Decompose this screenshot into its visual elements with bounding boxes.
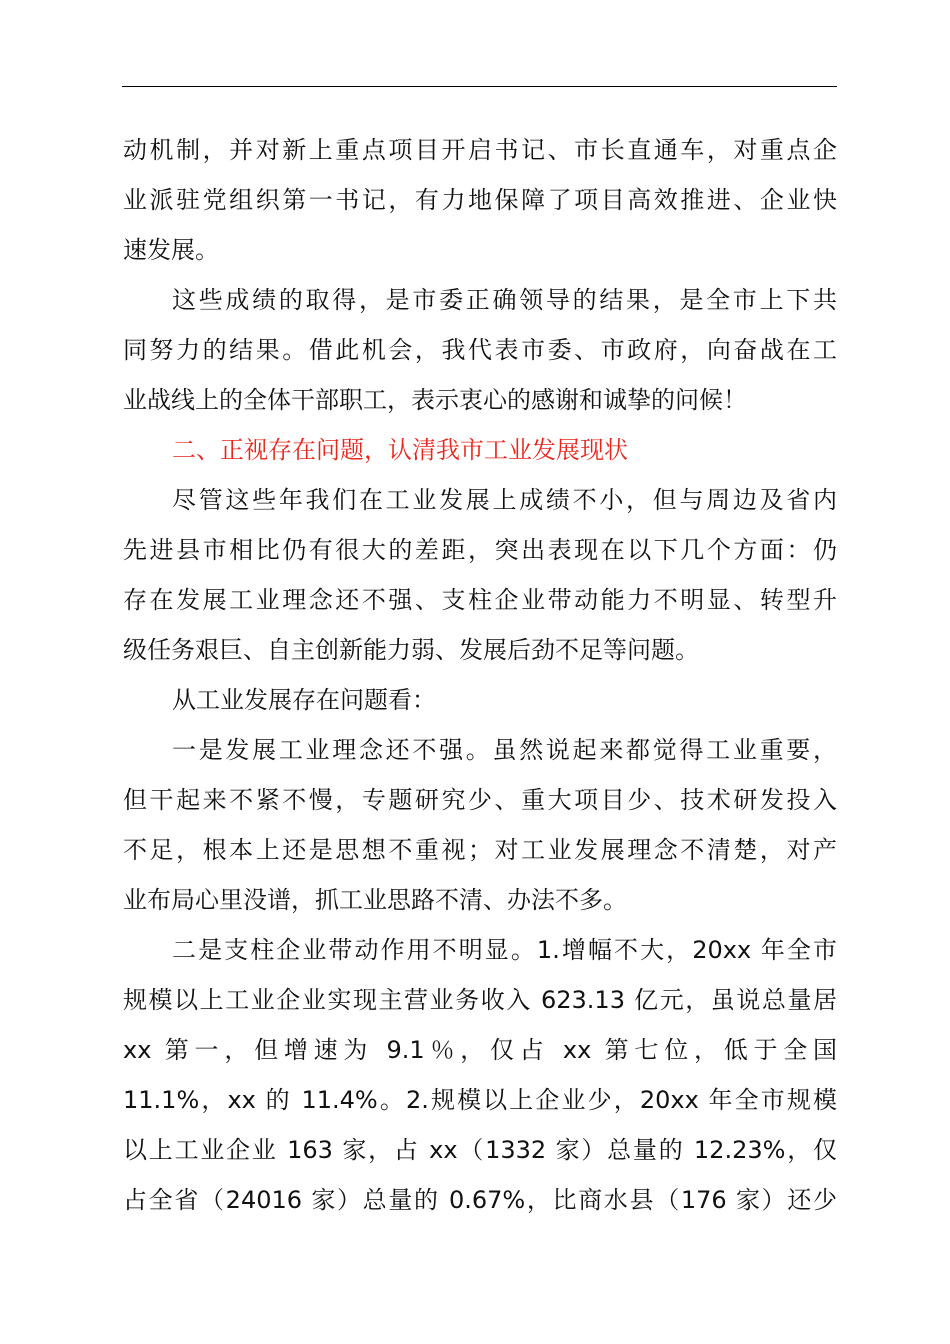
paragraph-line: 级任务艰巨、自主创新能力弱、发展后劲不足等问题。 <box>123 636 699 664</box>
document-body <box>123 128 837 1228</box>
paragraph-line: 先进县市相比仍有很大的差距，突出表现在以下几个方面：仍 <box>123 536 837 564</box>
section-heading: 二、正视存在问题，认清我市工业发展现状 <box>172 436 628 464</box>
paragraph-line: 业战线上的全体干部职工，表示衷心的感谢和诚挚的问候！ <box>123 386 747 414</box>
paragraph-line: 尽管这些年我们在工业发展上成绩不小，但与周边及省内 <box>172 486 837 514</box>
paragraph-line: 存在发展工业理念还不强、支柱企业带动能力不明显、转型升 <box>123 586 837 614</box>
paragraph-line: 11.1%，xx 的 11.4%。2.规模以上企业少，20xx 年全市规模 <box>123 1086 837 1114</box>
paragraph-line: 速发展。 <box>123 236 219 264</box>
paragraph-line: 占全省（24016 家）总量的 0.67%，比商水县（176 家）还少 <box>123 1186 837 1214</box>
paragraph-line: 规模以上工业企业实现主营业务收入 623.13 亿元，虽说总量居 <box>123 986 837 1014</box>
paragraph-line: 以上工业企业 163 家，占 xx（1332 家）总量的 12.23%，仅 <box>123 1136 837 1164</box>
paragraph-line: 二是支柱企业带动作用不明显。1.增幅不大，20xx 年全市 <box>172 936 837 964</box>
paragraph-line: 这些成绩的取得，是市委正确领导的结果，是全市上下共 <box>172 286 837 314</box>
paragraph-line: xx 第一，但增速为 9.1％，仅占 xx 第七位，低于全国 <box>123 1036 837 1064</box>
paragraph-line: 同努力的结果。借此机会，我代表市委、市政府，向奋战在工 <box>123 336 837 364</box>
paragraph-line: 不足，根本上还是思想不重视；对工业发展理念不清楚，对产 <box>123 836 837 864</box>
paragraph-line: 业派驻党组织第一书记，有力地保障了项目高效推进、企业快 <box>123 186 837 214</box>
paragraph-line: 但干起来不紧不慢，专题研究少、重大项目少、技术研发投入 <box>123 786 837 814</box>
paragraph-line: 动机制，并对新上重点项目开启书记、市长直通车，对重点企 <box>123 136 837 164</box>
paragraph-line: 从工业发展存在问题看： <box>172 686 436 714</box>
header-rule <box>122 86 837 87</box>
paragraph-line: 业布局心里没谱，抓工业思路不清、办法不多。 <box>123 886 627 914</box>
paragraph-line: 一是发展工业理念还不强。虽然说起来都觉得工业重要， <box>172 736 837 764</box>
